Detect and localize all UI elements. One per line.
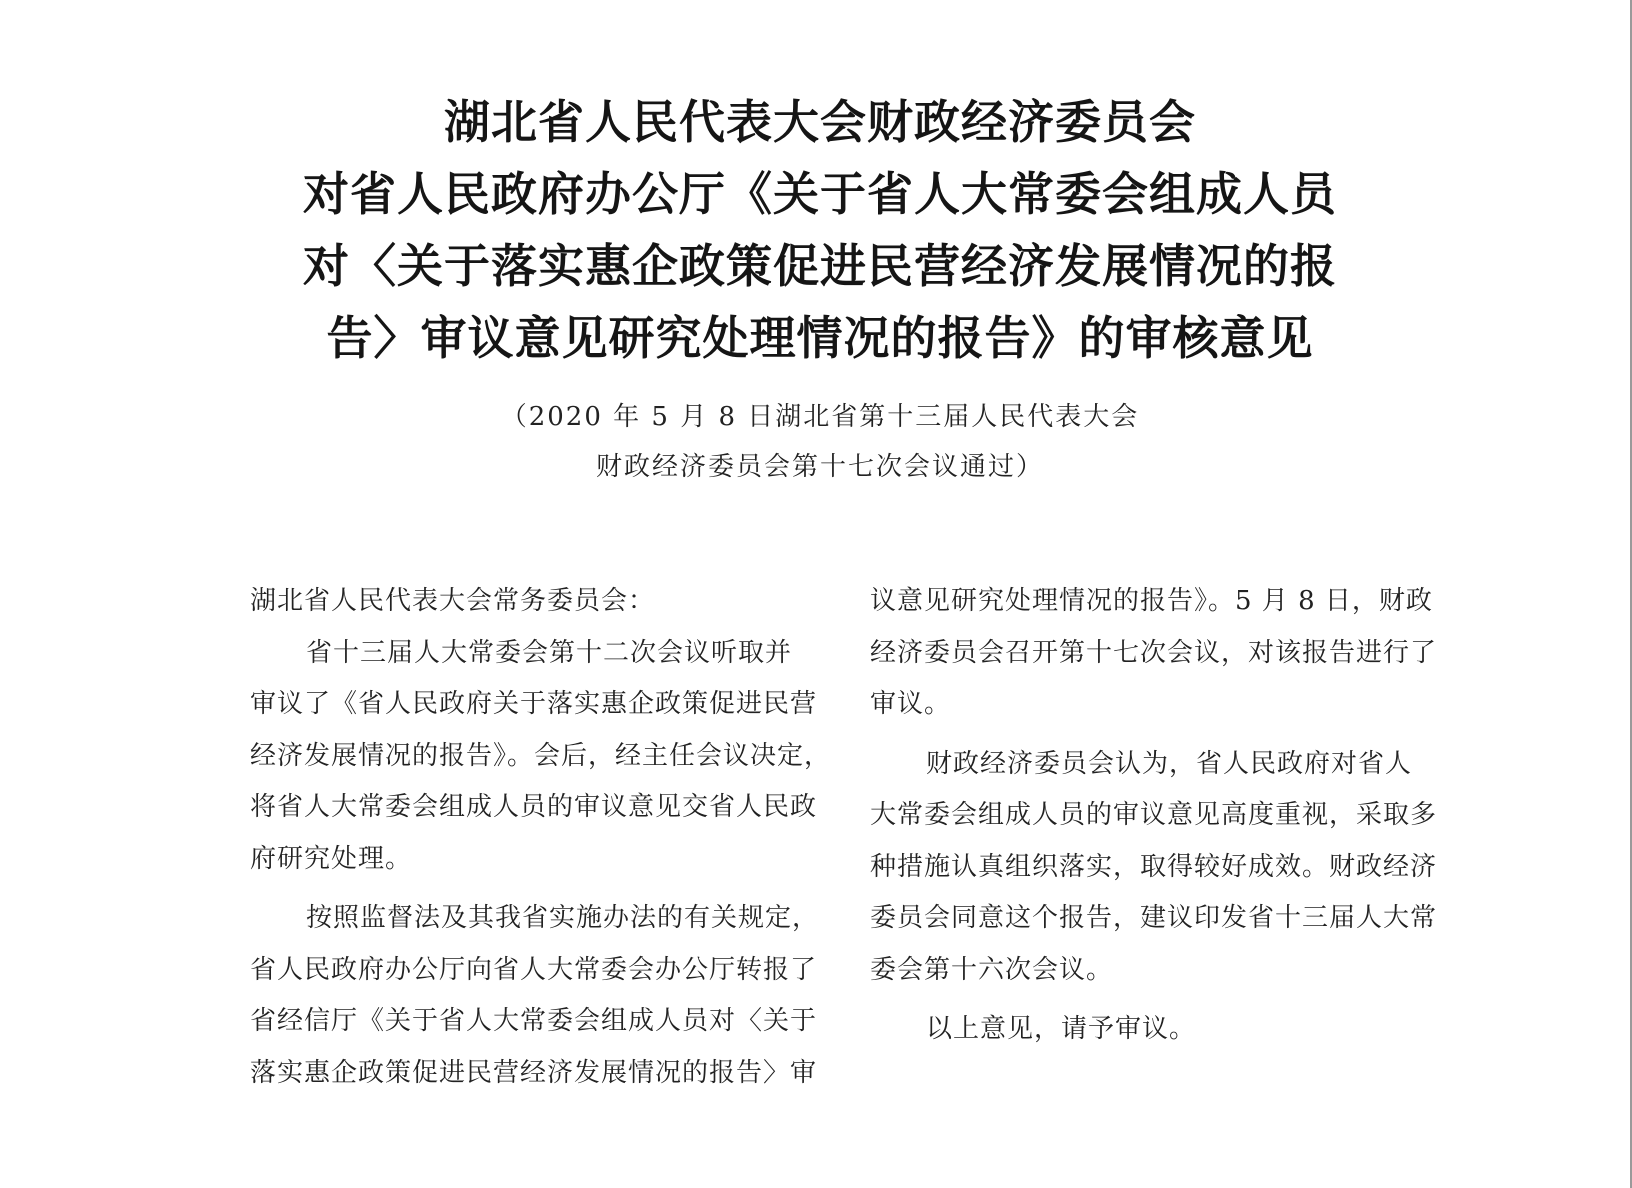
paragraph-3-line-1: 财政经济委员会认为，省人民政府对省人 <box>926 748 1413 779</box>
paragraph-1-line-5: 府研究处理。 <box>250 843 413 874</box>
document-title <box>200 86 1440 374</box>
paragraph-2-line-4: 落实惠企政策促进民营经济发展情况的报告〉审 <box>250 1057 818 1088</box>
paragraph-3-line-3: 种措施认真组织落实，取得较好成效。财政经济 <box>870 851 1438 882</box>
paragraph-1-line-2: 审议了《省人民政府关于落实惠企政策促进民营 <box>250 689 818 719</box>
subtitle-line-2: 财政经济委员会第十七次会议通过） <box>595 452 1044 482</box>
paragraph-gap <box>870 731 1434 739</box>
paragraph-1-line-1: 省十三届人大常委会第十二次会议听取并 <box>306 637 793 668</box>
paragraph-2-line-3: 省经信厅《关于省人大常委会组成人员对〈关于 <box>250 1006 818 1036</box>
paragraph-2-line-6: 经济委员会召开第十七次会议，对该报告进行了 <box>870 637 1438 668</box>
paragraph-2-line-1: 按照监督法及其我省实施办法的有关规定， <box>306 903 820 933</box>
paragraph-1-line-4: 将省人大常委会组成人员的审议意见交省人民政 <box>250 792 818 822</box>
paragraph-gap <box>870 996 1434 1004</box>
paragraph-gap <box>250 885 814 893</box>
paragraph-2-line-2: 省人民政府办公厅向省人大常委会办公厅转报了 <box>250 954 818 985</box>
body-right-column <box>870 576 1438 1056</box>
paragraph-2-line-7: 审议。 <box>870 689 952 719</box>
paragraph-3-line-4: 委员会同意这个报告，建议印发省十三届人大常 <box>870 903 1438 933</box>
paragraph-1-line-3: 经济发展情况的报告》。会后，经主任会议决定， <box>250 740 832 771</box>
title-line-1: 湖北省人民代表大会财政经济委员会 <box>444 95 1196 149</box>
closing-line: 以上意见，请予审议。 <box>926 1014 1197 1044</box>
document-subtitle <box>460 392 1180 492</box>
paragraph-3-line-5: 委会第十六次会议。 <box>870 954 1114 985</box>
salutation: 湖北省人民代表大会常务委员会： <box>250 586 656 616</box>
title-line-3: 对〈关于落实惠企政策促进民营经济发展情况的报 <box>303 239 1337 293</box>
paragraph-2-line-5: 议意见研究处理情况的报告》。5 月 8 日，财政 <box>870 586 1433 616</box>
paragraph-3-line-2: 大常委会组成人员的审议意见高度重视，采取多 <box>870 800 1438 830</box>
title-line-2: 对省人民政府办公厅《关于省人大常委会组成人员 <box>303 167 1337 221</box>
subtitle-line-1: （2020 年 5 月 8 日湖北省第十三届人民代表大会 <box>500 402 1140 432</box>
body-left-column <box>250 576 832 1099</box>
title-line-4: 告〉审议意见研究处理情况的报告》的审核意见 <box>326 311 1314 365</box>
